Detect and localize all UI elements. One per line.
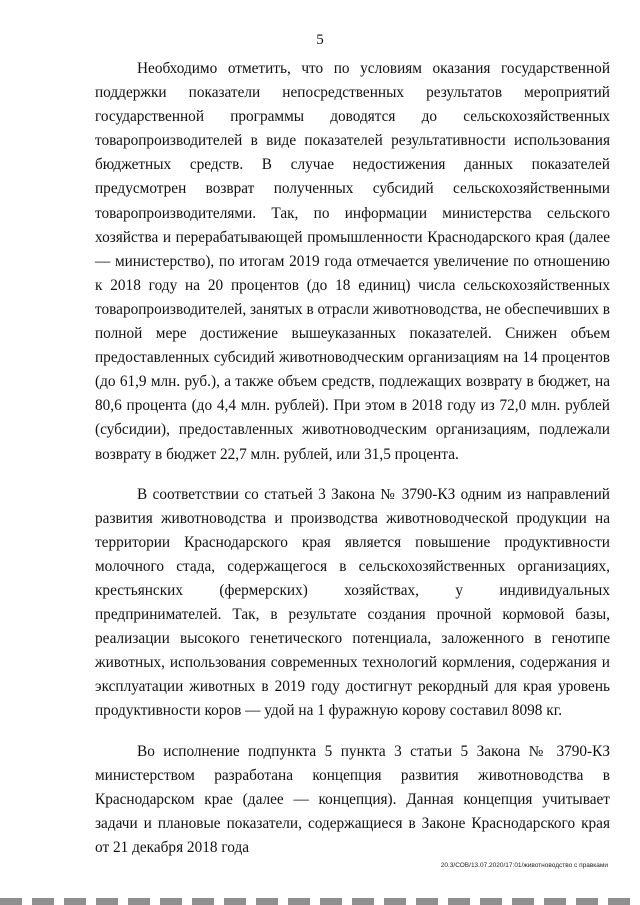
page-number: 5 bbox=[316, 32, 324, 48]
document-body bbox=[95, 57, 610, 876]
footer-document-reference: 20.3/СОВ/13.07.2020/17:01/животноводство с правками bbox=[440, 862, 608, 869]
paragraph-livestock-productivity: В соответствии со статьей 3 Закона № 3790-КЗ одним из направлений развития животноводства и производства животноводческой продукции на территории Краснодарского края является повышение продуктивности молочного стада, содержащегося в сельскохозяйственных организациях, крестьянских (фермерских) хозяйствах, у индивидуальных предпринимателей. Так, в результате создания прочной кормовой базы, реализации высокого генетического потенциала, заложенного в генотипе животных, использования современных технологий кормления, содержания и эксплуатации животных в 2019 году достигнут рекордный для края уровень продуктивности коров — удой на 1 фуражную корову составил 8098 кг. bbox=[95, 485, 610, 720]
paragraph-subsidy-return: Необходимо отметить, что по условиям оказания государственной поддержки показатели непосредственных результатов мероприятий государственной программы доводятся до сельскохозяйственных товаропроизводителей в виде показателей результативности использования бюджетных средств. В случае недостижения данных показателей предусмотрен возврат полученных субсидий сельскохозяйственными товаропроизводителями. Так, по информации министерства сельского хозяйства и перерабатывающей промышленности Краснодарского края (далее — министерство), по итогам 2019 года отмечается увеличение по отношению к 2018 году на 20 процентов (до 18 единиц) числа сельскохозяйственных товаропроизводителей, занятых в отрасли животноводства, не обеспечивших в полной мере достижение вышеуказанных показателей. Снижен объем предоставленных субсидий животноводческим организациям на 14 процентов (до 61,9 млн. руб.), а также объем средств, подлежащих возврату в бюджет, на 80,6 процента (до 4,4 млн. рублей). При этом в 2018 году из 72,0 млн. рублей (субсидии), предоставленных животноводческим организациям, подлежали возврату в бюджет 22,7 млн. рублей, или 31,5 процента. bbox=[95, 60, 610, 463]
paragraph-development-concept: Во исполнение подпункта 5 пункта 3 статьи 5 Закона № 3790-КЗ министерством разработана концепция развития животноводства в Краснодарском крае (далее — концепция). Данная концепция учитывает задачи и плановые показатели, содержащиеся в Законе Краснодарского края от 21 декабря 2018 года bbox=[95, 742, 610, 856]
scan-edge-artifact bbox=[0, 898, 640, 905]
